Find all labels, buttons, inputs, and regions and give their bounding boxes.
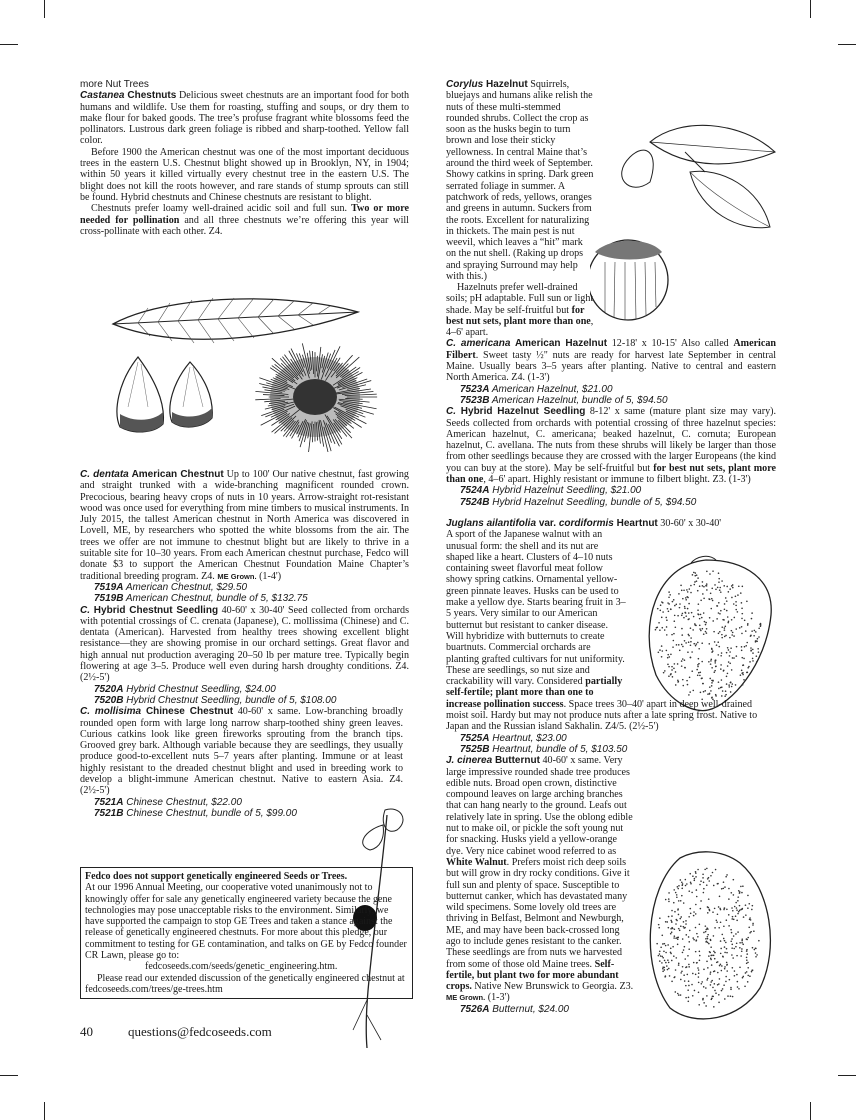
americana-entry: C. americana American Hazelnut 12-18' x 10-15' Also called American Filbert. Sweet tasty ½" nuts are ready for harvest late September in central Maine. Usually bears 3–5 years after planting. Native to central and eastern North America. Z4. (1-3')	[446, 338, 776, 384]
americana-heading: C. americana American Hazelnut	[446, 338, 608, 350]
crop-mark	[810, 1102, 811, 1120]
ge-notice-body2: Please read our extended discussion of the genetically engineered chestnut at fedcoseeds.com/trees/ge-trees.htm	[85, 972, 405, 995]
sku-line[interactable]: 7523B American Hazelnut, bundle of 5, $94.50	[460, 394, 668, 406]
crop-mark	[0, 44, 18, 45]
left-column-entries	[80, 469, 409, 819]
sku-line[interactable]: 7519A American Chestnut, $29.50	[94, 581, 248, 593]
castanea-intro: Castanea Chestnuts Delicious sweet chestnuts are an important food for both humans and wildlife. Use them for roasting, stuffing and soups, or dry them to make flour for baked goods. The tree’s profuse fragrant white blossoms feed the pollinators. Lustrous dark green foliage is ribbed and sharp-toothed. Yellow fall color.	[80, 90, 409, 147]
sku-line[interactable]: 7525A Heartnut, $23.00	[460, 732, 567, 744]
crop-mark	[810, 0, 811, 18]
dentata-heading: C. dentata American Chestnut	[80, 469, 224, 480]
sku-line[interactable]: 7520B Hybrid Chestnut Seedling, bundle of 5, $108.00	[94, 694, 337, 706]
crop-mark	[838, 1075, 856, 1076]
sku-line[interactable]: 7525B Heartnut, bundle of 5, $103.50	[460, 743, 628, 755]
sku-line[interactable]: 7524A Hybrid Hazelnut Seedling, $21.00	[460, 485, 642, 497]
castanea-culture: Chestnuts prefer loamy well-drained acidic soil and full sun. Two or more needed for pollination and all three chestnuts we’re offering this year will cross-pollinate with each other. Z4.	[80, 203, 409, 237]
crop-mark	[838, 44, 856, 45]
sku-line[interactable]: 7519B American Chestnut, bundle of 5, $132.75	[94, 593, 308, 605]
ge-notice-body: At our 1996 Annual Meeting, our cooperative voted unanimously not to knowingly offer for sale any genetically engineered variety because the gene technologies may pose unacceptable risks to the environment. Similarly, we have supported the campaign to stop GE Trees and taken a stance against the release of genetically engineered chestnuts. For more about this pledge, our commitment to testing for GE contamination, and talks on GE by Fedco founder CR Lawn, please go to:	[85, 882, 407, 962]
crop-mark	[44, 0, 45, 18]
ge-notice-title: Fedco does not support genetically engineered Seeds or Trees.	[85, 871, 348, 882]
hybrid-hazel-entry: C. Hybrid Hazelnut Seedling 8-12' x same (mature plant size may vary). Seeds collected from orchards with potential crossing of three hazelnut species: American hazelnut, C. americana; beaked hazelnut, C. cornuta; European hazelnut, C. avellana. The nuts from these shrubs will likely be larger than those from other seedlings because they are crossed with the larger Europeans (the kind you can buy at the store). May be self-fruitful but for best nut sets, plant more than one, 4–6' apart. Highly resistant or immune to filbert blight. Z3. (1-3')	[446, 406, 777, 486]
corylus-culture: Hazelnuts prefer well-drained soils; pH adaptable. Full sun or light shade. May be self-fruitful but for best nut sets, plant more than one, 4–6' apart.	[446, 282, 594, 339]
sku-line[interactable]: 7520A Hybrid Chestnut Seedling, $24.00	[94, 683, 276, 695]
crop-mark	[0, 1075, 18, 1076]
dentata-entry: C. dentata American Chestnut Up to 100' Our native chestnut, fast growing and straight trunked with a wide-branching magnificent rounded crown. Precocious, bearing heavy crops of nuts in 10 years. Arrow-straight rot-resistant wood was once used for everything from mine timbers to musical instruments. In July 2015, the tallest American chestnut in North America was discovered in Lovell, ME, by researchers who spotted the white blossoms from the air. The trees we offer are not immune to chestnut blight but are likely to thrive in a suitable site for 10–30 years. From each American chestnut purchase, Fedco will donate $3 to support the American Chestnut Foundation Maine Chapter’s traditional breeding program. Z4. ME Grown. (1-4')	[80, 469, 409, 582]
castanea-heading: Castanea Chestnuts	[80, 90, 177, 102]
page-number: 40	[80, 1024, 93, 1039]
mollisima-heading: C. mollisima Chinese Chestnut	[80, 706, 234, 718]
hybrid-chestnut-entry: C. Hybrid Chestnut Seedling 40-60' x 30-40' Seed collected from orchards with potential crossings of C. crenata (Japanese), C. mollissima (Chinese) and C. dentata (American). Harvested from healthy trees showing excellent blight resistance—they are showing promise in our orchard settings. Great flavor and high annual nut production averaging 20–50 lb per mature tree. Typically begin flowering at age 3–5. Produce well even during harsh droughty conditions. Z4. (2½-5')	[80, 604, 410, 684]
chestnut-nuts-illustration	[108, 352, 218, 437]
ge-notice-link[interactable]: fedcoseeds.com/seeds/genetic_engineering.htm.	[145, 961, 338, 973]
hybrid-chestnut-heading: C. Hybrid Chestnut Seedling	[80, 604, 219, 616]
heartnut-heading-line: Juglans ailantifolia var. cordiformis Heartnut 30-60' x 30-40'	[446, 518, 722, 529]
section-title: more Nut Trees	[80, 79, 149, 90]
sku-line[interactable]: 7526A Butternut, $24.00	[460, 1003, 569, 1015]
butternut-heading: J. cinerea Butternut	[446, 755, 540, 767]
mollisima-entry: C. mollisima Chinese Chestnut 40-60' x same. Low-branching broadly rounded open form with large long narrow sharp-toothed shiny green leaves. Curious catkins look like green fireworks sprouting from the branch tips. Grooved grey bark. Although variable because they are seedlings, they usually produce good-to-excellent nuts 5–7 years after planting. Immune or at least highly resistant to the dreaded chestnut blight and used in breeding work to develop a blight-immune American chestnut. Native to eastern Asia. Z4. (2½-5')	[80, 706, 404, 797]
chestnut-burr-illustration	[250, 342, 380, 452]
crop-mark	[44, 1102, 45, 1120]
heartnut-desc: A sport of the Japanese walnut with an unusual form: the shell and its nut are shaped like a heart. Clusters of 4–10 nuts containing sweet flavorful meat follow showy spring catkins. Ornamental yellow-green pinnate leaves. Husks can be used to make a yellow dye. Starts bearing fruit in 3–5 years. Very similar to our American butternut but resistant to canker disease. Will hybridize with butternuts to create buartnuts. Commercial orchards are planting grafted cultivars for nut uniformity. These are seedlings, so nut size and crackability will vary. Considered partially self-fertile; plant more than one to increase pollination success. Space trees 30–40' apart in deep well-drained moist soil. Hardy but may not produce nuts after a late spring frost. Native to Japan and the Russian island Sakhalin. Z4/5. (2½-5')	[446, 529, 758, 733]
hybrid-hazel-heading: C. Hybrid Hazelnut Seedling	[446, 406, 586, 418]
footer-email[interactable]: questions@fedcoseeds.com	[128, 1024, 272, 1039]
sku-line[interactable]: 7521A Chinese Chestnut, $22.00	[94, 796, 242, 808]
corylus-heading: Corylus Hazelnut	[446, 79, 528, 90]
sku-line[interactable]: 7524B Hybrid Hazelnut Seedling, bundle of 5, $94.50	[460, 496, 697, 508]
ge-notice-box	[80, 867, 413, 999]
sku-line[interactable]: 7521B Chinese Chestnut, bundle of 5, $99.00	[94, 807, 297, 819]
sku-line[interactable]: 7523A American Hazelnut, $21.00	[460, 383, 613, 395]
left-column-top	[80, 79, 409, 237]
butternut-illustration	[640, 848, 780, 1023]
heartnut-heading: Juglans ailantifolia var. cordiformis Heartnut	[446, 518, 658, 529]
butternut-entry: J. cinerea Butternut 40-60' x same. Very large impressive rounded shade tree produces edible nuts. Broad open crown, distinctive compound leaves on large arching branches that can hang nearly to the ground. Leafs out relatively late in spring. Use the oblong edible nut to make oil, or pickle the soft young nut for snacking. Husks yield a yellow-orange dye. Very nice cabinet wood referred to as White Walnut. Prefers moist rich deep soils but will grow in dry rocky conditions. Give it full sun and plenty of space. Susceptible to butternut canker, which has devastated many wild specimens. Some lovely old trees are thriving in Belfast, Belmont and Newburgh, ME, and may have been back-crossed long ago to include genes resistant to the canker. These seedlings are from nuts we harvested from some of those old Maine trees. Self-fertile, but plant two for more abundant crops. Native New Brunswick to Georgia. Z3. ME Grown. (1-3')	[446, 755, 634, 1004]
castanea-history: Before 1900 the American chestnut was one of the most important deciduous trees in the eastern U.S. Chestnut blight showed up in Brooklyn, NY, in 1904; within 50 years it killed virtually every chestnut tree in the eastern U.S. The blight does not kill the roots however, and rare stands of stump sprouts can still be found. Hybrid chestnuts and Chinese chestnuts are resistant to blight.	[80, 146, 409, 203]
right-column-culture	[446, 282, 776, 508]
corylus-intro: Corylus Hazelnut Squirrels, bluejays and humans alike relish the nuts of these multi-stemmed rounded shrubs. Collect the crop as soon as the husks begin to turn brown and lose their sticky yellowness. In central Maine that’s around the third week of September. Showy catkins in spring. Dark green serrated foliage in summer. A patchwork of reds, yellows, oranges and greens in autumn. Suckers from the roots. Excellent for naturalizing in thickets. The main pest is nut weevil, which leaves a “hit” mark on the nut shell. (Raking up drops and spraying Surround may help with this.)	[446, 79, 594, 283]
